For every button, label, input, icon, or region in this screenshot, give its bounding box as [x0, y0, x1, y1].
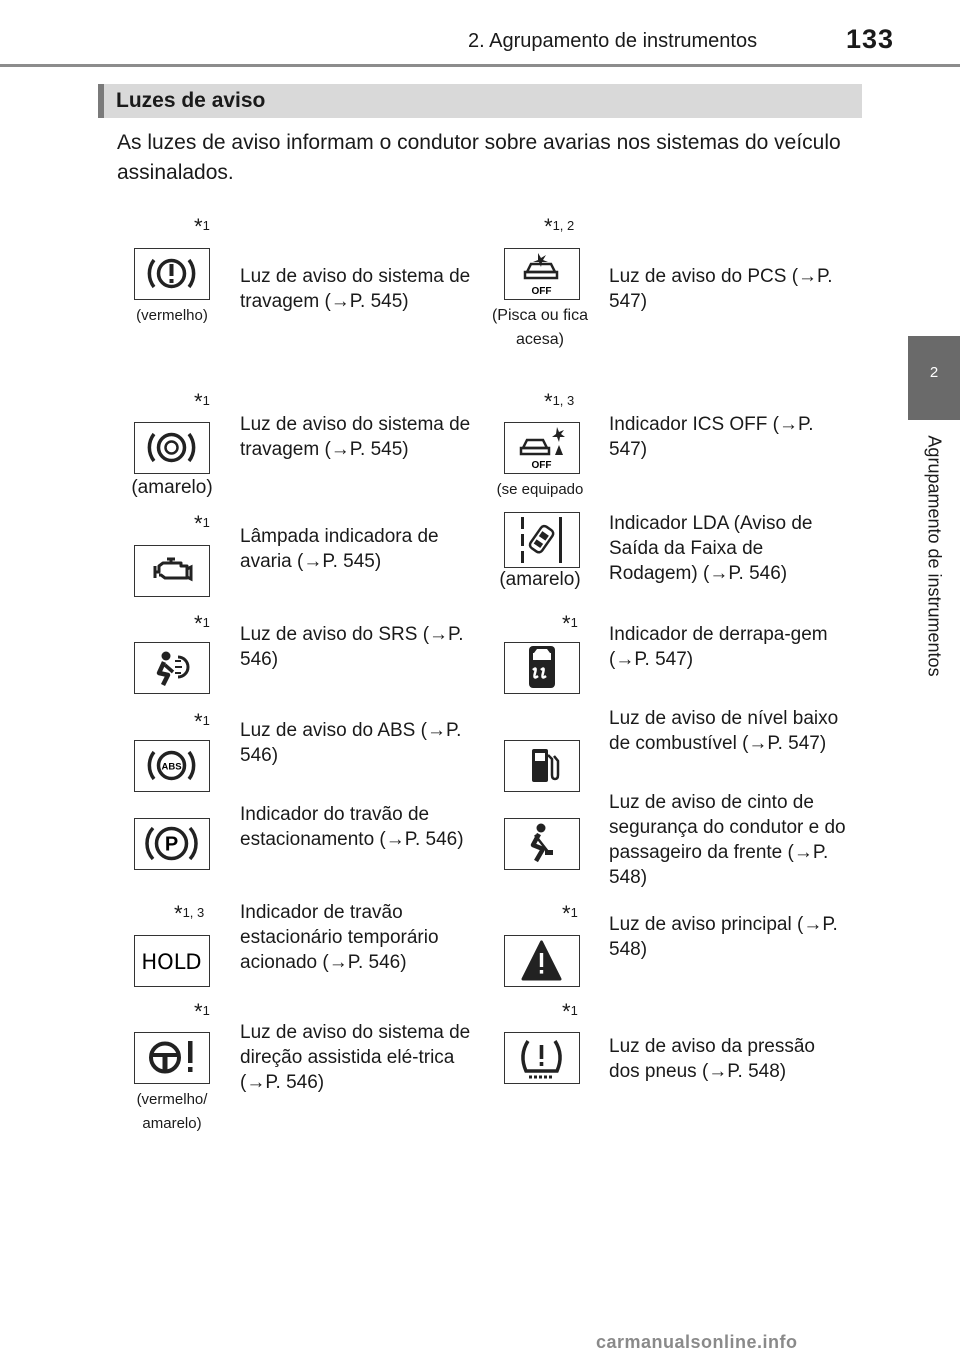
- watermark-footer[interactable]: carmanualsonline.info: [596, 1332, 798, 1352]
- section-title: Luzes de aviso: [116, 89, 266, 112]
- footnote-marker: $*_1$: [194, 389, 210, 414]
- brake-warning-icon: [134, 248, 210, 300]
- master-warning-icon: [504, 935, 580, 987]
- fuel-icon: [504, 740, 580, 792]
- light-description: Indicador de derrapa-gem (→P. 547): [609, 624, 828, 670]
- light-note: (vermelho/ amarelo): [136, 1091, 208, 1132]
- footnote-marker: $*_1$: [194, 214, 210, 239]
- footnote-marker: $*_1$: [562, 611, 578, 636]
- seatbelt-icon: [504, 818, 580, 870]
- eps-icon: [134, 1032, 210, 1084]
- hold-icon: [134, 935, 210, 987]
- footnote-marker: $*_1$: [562, 999, 578, 1024]
- section-marker: [98, 84, 104, 118]
- light-description: Luz de aviso do sistema de travagem (→P. 545): [240, 414, 471, 460]
- side-tab: [908, 336, 960, 420]
- light-description: Lâmpada indicadora de avaria (→P. 545): [240, 526, 439, 572]
- section-bar: [98, 84, 862, 118]
- light-description: Luz de aviso do ABS (→P. 546): [240, 720, 462, 766]
- footnote-marker: $*_1$: [194, 511, 210, 536]
- svg-text:HOLD: HOLD: [141, 950, 202, 974]
- light-note: (amarelo): [131, 477, 213, 498]
- skid-icon: [504, 642, 580, 694]
- light-note: (Pisca ou fica acesa): [491, 307, 589, 348]
- svg-text:OFF: OFF: [531, 286, 552, 297]
- light-description: Luz de aviso do SRS (→P. 546): [240, 624, 464, 670]
- light-description: Luz de aviso do sistema de travagem (→P. 545): [240, 266, 471, 312]
- light-description: Luz de aviso do sistema de direção assistida elé-trica (→P. 546): [240, 1022, 471, 1093]
- light-description: Luz de aviso da pressão dos pneus (→P. 548): [609, 1036, 815, 1082]
- check-engine-icon: [134, 545, 210, 597]
- light-description: Indicador ICS OFF (→P. 547): [609, 414, 814, 460]
- svg-text:OFF: OFF: [531, 460, 552, 471]
- page-number: 133: [846, 24, 895, 54]
- svg-text:ABS: ABS: [161, 761, 182, 773]
- pcs-warning-icon: [504, 248, 580, 300]
- footnote-marker: $*_1$: [194, 999, 210, 1024]
- header-title: 2. Agrupamento de instrumentos: [468, 30, 758, 52]
- light-description: Indicador do travão de estacionamento (→P. 546): [240, 804, 464, 850]
- lda-icon: [504, 512, 580, 568]
- parking-brake-icon: [134, 818, 210, 870]
- srs-airbag-icon: [134, 642, 210, 694]
- light-description: Indicador LDA (Aviso de Saída da Faixa de Rodagem) (→P. 546): [609, 513, 813, 584]
- light-description: Indicador de travão estacionário temporário acionado (→P. 546): [240, 902, 439, 973]
- ics-off-icon: [504, 422, 580, 474]
- light-note: (amarelo): [499, 569, 581, 590]
- abs-icon: [134, 740, 210, 792]
- light-note: (se equipado: [496, 481, 584, 498]
- brake-system-amber-icon: [134, 422, 210, 474]
- footnote-marker: $*_1$: [562, 901, 578, 926]
- light-note: (vermelho): [136, 307, 208, 324]
- footnote-marker: $*_{1, 3}$: [174, 901, 205, 926]
- footnote-marker: $*_{1, 3}$: [544, 389, 575, 414]
- header-rule: [0, 64, 960, 67]
- light-description: Luz de aviso do PCS (→P. 547): [609, 266, 833, 312]
- side-tab-number: 2: [929, 364, 939, 381]
- tire-pressure-icon: [504, 1032, 580, 1084]
- footnote-marker: $*_1$: [194, 611, 210, 636]
- svg-text:P: P: [164, 833, 179, 856]
- side-tab-label: Agrupamento de instrumentos: [924, 435, 945, 677]
- intro-paragraph: As luzes de aviso informam o condutor sobre avarias nos sistemas do veículo assinalados.: [117, 131, 841, 184]
- footnote-marker: $*_1$: [194, 709, 210, 734]
- light-description: Luz de aviso de cinto de segurança do condutor e do passageiro da frente (→P. 548): [609, 792, 846, 888]
- light-description: Luz de aviso de nível baixo de combustível (→P. 547): [609, 708, 839, 754]
- footnote-marker: $*_{1, 2}$: [544, 214, 575, 239]
- light-description: Luz de aviso principal (→P. 548): [609, 914, 838, 960]
